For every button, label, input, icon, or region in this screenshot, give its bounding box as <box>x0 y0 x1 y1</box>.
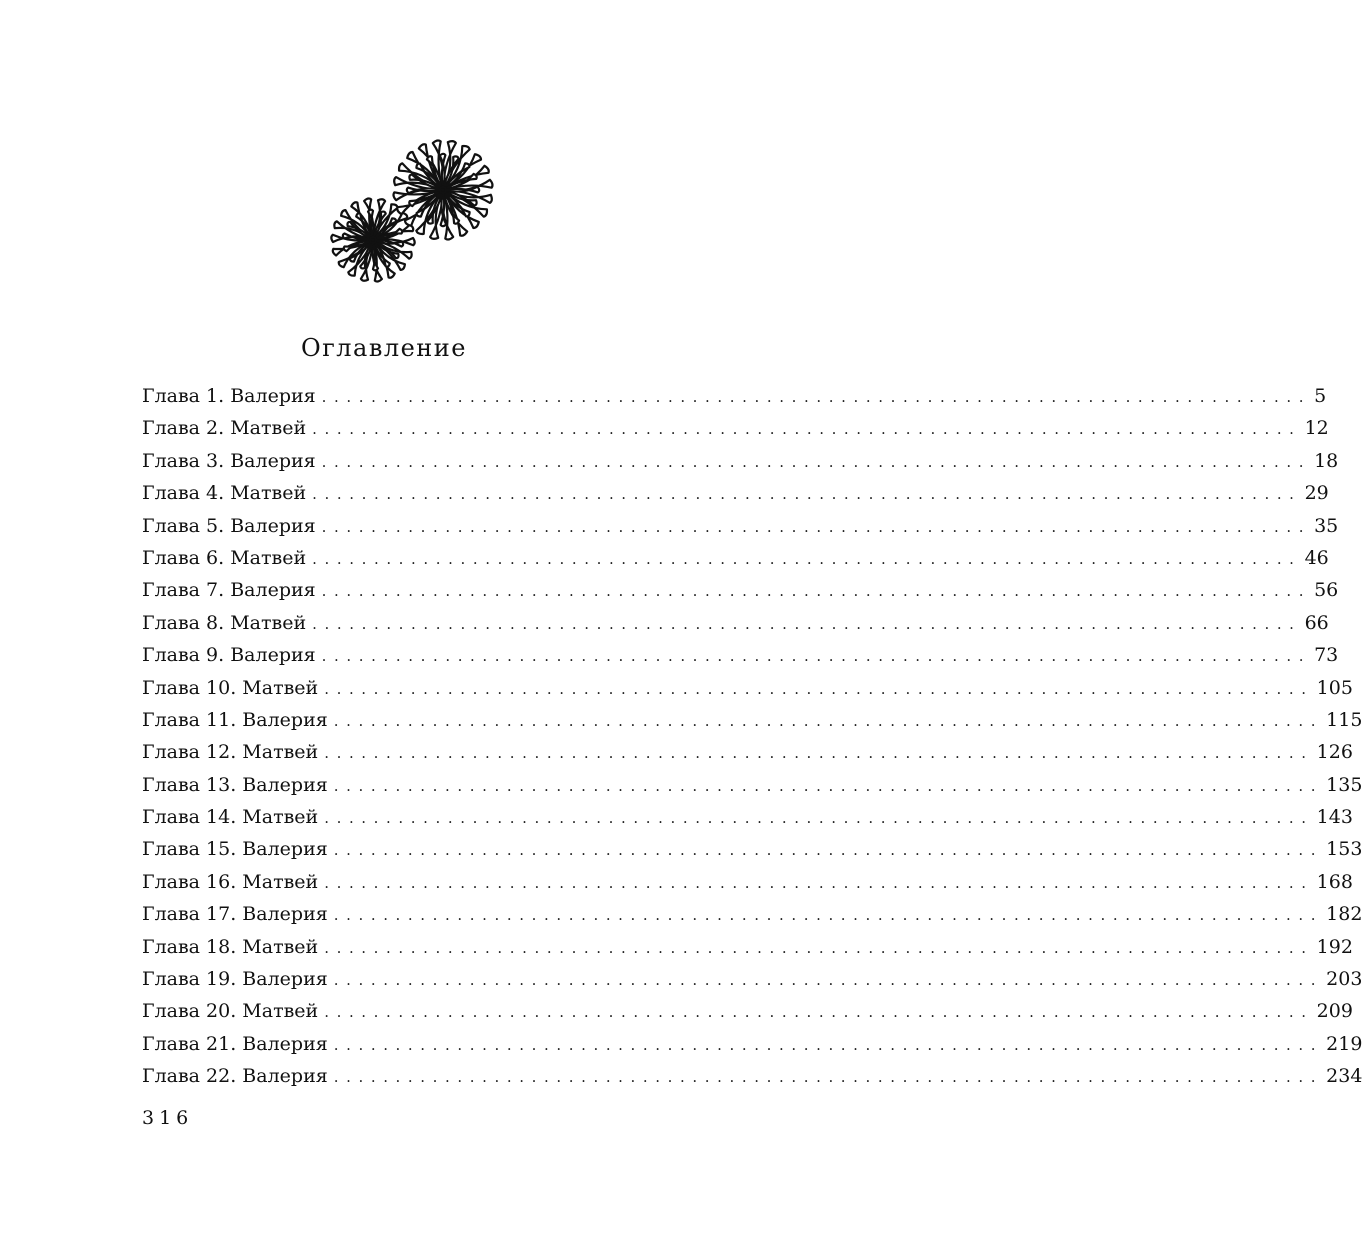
dot-leader: ................................................................................ <box>324 1003 1314 1022</box>
dot-leader: ................................................................................ <box>321 388 1312 406</box>
dot-leader: ................................................................................ <box>333 1035 1324 1054</box>
toc-entry-page: 182 <box>1326 903 1362 926</box>
dot-leader: ................................................................................ <box>333 841 1324 860</box>
toc-entry-page: 18 <box>1314 449 1339 472</box>
dot-leader: ................................................................................ <box>321 452 1312 471</box>
toc-entry-label: Глава 12. Матвей <box>142 741 319 764</box>
toc-entry-page: 203 <box>1326 968 1362 991</box>
toc-entry <box>142 963 1362 995</box>
toc-entry-page: 66 <box>1304 611 1329 634</box>
dot-leader: ................................................................................ <box>321 647 1312 666</box>
toc-entry <box>142 510 1339 542</box>
dot-leader: ................................................................................ <box>321 582 1312 601</box>
toc-entry-label: Глава 6. Матвей <box>142 546 307 569</box>
toc-entry <box>142 639 1339 671</box>
toc-entry-page: 219 <box>1326 1032 1362 1055</box>
toc-entry <box>142 736 1353 768</box>
dot-leader: ................................................................................ <box>324 744 1314 763</box>
toc-entry <box>142 1060 1362 1092</box>
toc-entry <box>142 833 1362 865</box>
dot-leader: ................................................................................ <box>333 711 1324 730</box>
toc-entry-page: 35 <box>1314 514 1339 537</box>
dot-leader: ................................................................................ <box>312 549 1302 568</box>
toc-entry <box>142 769 1362 801</box>
toc-entry <box>142 995 1353 1027</box>
toc-entry-label: Глава 8. Матвей <box>142 611 307 634</box>
toc-entry-page: 12 <box>1304 417 1329 440</box>
toc-entry-label: Глава 2. Матвей <box>142 417 307 440</box>
toc-entry-label: Глава 7. Валерия <box>142 579 316 602</box>
dot-leader: ................................................................................ <box>324 873 1314 892</box>
toc-entry-page: 56 <box>1314 579 1339 602</box>
flower-center <box>440 187 446 193</box>
toc-entry-page: 46 <box>1304 546 1329 569</box>
flower-center <box>370 237 376 243</box>
toc-entry-label: Глава 22. Валерия <box>142 1065 328 1088</box>
toc-entry-page: 192 <box>1316 935 1353 958</box>
toc-entry-page: 73 <box>1314 644 1339 667</box>
dot-leader: ................................................................................ <box>321 517 1312 536</box>
toc-entry <box>142 445 1339 477</box>
toc-entry-page: 143 <box>1316 806 1353 829</box>
dot-leader: ................................................................................ <box>312 614 1302 633</box>
dot-leader: ................................................................................ <box>324 809 1314 828</box>
toc-entry-label: Глава 5. Валерия <box>142 514 316 537</box>
toc-entry <box>142 380 1327 412</box>
toc-entry-label: Глава 4. Матвей <box>142 482 307 505</box>
toc-entry <box>142 574 1339 606</box>
toc-entry <box>142 477 1329 509</box>
toc-entry-label: Глава 14. Матвей <box>142 806 319 829</box>
dot-leader: ................................................................................ <box>333 776 1324 795</box>
toc-entry <box>142 672 1353 704</box>
toc-entry <box>142 704 1362 736</box>
dot-leader: ................................................................................ <box>324 938 1314 957</box>
toc-title: Оглавление <box>301 334 467 362</box>
toc-entry-page: 115 <box>1326 708 1362 731</box>
dot-leader: ................................................................................ <box>312 485 1302 504</box>
toc-entry-label: Глава 3. Валерия <box>142 449 316 472</box>
toc-entry-page: 209 <box>1316 1000 1353 1023</box>
toc-entry <box>142 607 1329 639</box>
toc-entry-page: 29 <box>1304 482 1329 505</box>
toc-entry-page: 5 <box>1314 385 1327 407</box>
toc-entry-page: 135 <box>1326 773 1362 796</box>
toc-entry <box>142 542 1329 574</box>
table-of-contents <box>142 380 1362 1093</box>
toc-entry-label: Глава 19. Валерия <box>142 968 328 991</box>
toc-entry-page: 234 <box>1326 1065 1362 1088</box>
toc-entry-page: 153 <box>1326 838 1362 861</box>
toc-entry-label: Глава 15. Валерия <box>142 838 328 861</box>
toc-entry-label: Глава 18. Матвей <box>142 935 319 958</box>
toc-entry-label: Глава 11. Валерия <box>142 708 328 731</box>
page-number: 316 <box>142 1107 194 1129</box>
dot-leader: ................................................................................ <box>324 679 1314 698</box>
dot-leader: ................................................................................ <box>312 420 1302 439</box>
toc-entry-label: Глава 17. Валерия <box>142 903 328 926</box>
toc-entry-page: 126 <box>1316 741 1353 764</box>
toc-entry-label: Глава 16. Матвей <box>142 870 319 893</box>
toc-entry <box>142 801 1353 833</box>
toc-entry <box>142 898 1362 930</box>
toc-entry-page: 105 <box>1316 676 1353 699</box>
dot-leader: ................................................................................ <box>333 906 1324 925</box>
chrysanthemum-flowers-icon <box>318 132 508 292</box>
dot-leader: ................................................................................ <box>333 1068 1324 1087</box>
toc-entry <box>142 931 1353 963</box>
toc-entry-page: 168 <box>1316 870 1353 893</box>
toc-entry <box>142 866 1353 898</box>
dot-leader: ................................................................................ <box>333 971 1324 990</box>
toc-entry-label: Глава 20. Матвей <box>142 1000 319 1023</box>
toc-entry-label: Глава 13. Валерия <box>142 773 328 796</box>
toc-entry <box>142 1028 1362 1060</box>
toc-entry-label: Глава 1. Валерия <box>142 385 316 407</box>
toc-entry-label: Глава 21. Валерия <box>142 1032 328 1055</box>
toc-entry <box>142 412 1329 444</box>
toc-entry-label: Глава 9. Валерия <box>142 644 316 667</box>
toc-entry-label: Глава 10. Матвей <box>142 676 319 699</box>
